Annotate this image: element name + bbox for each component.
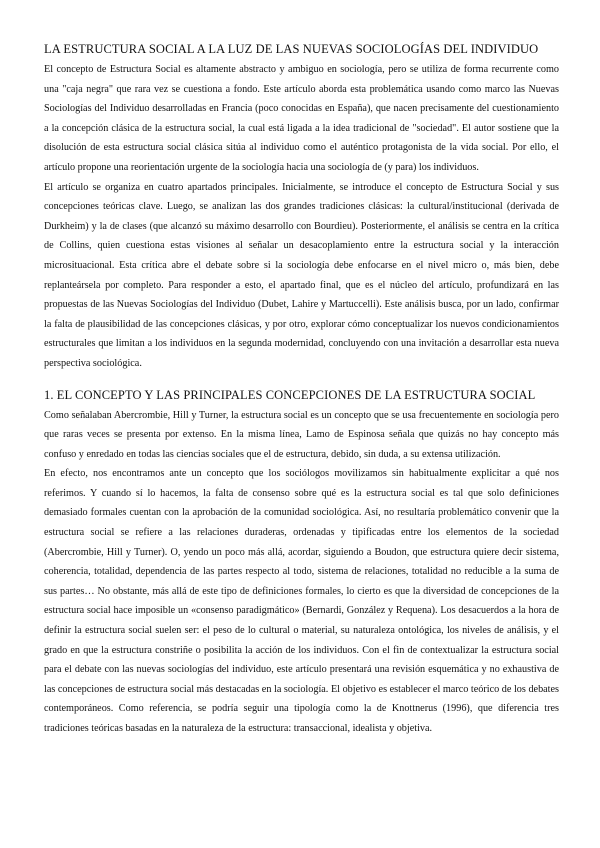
intro-paragraph-2: El artículo se organiza en cuatro apartados principales. Inicialmente, se introduce el concepto de Estructura Social y sus concepciones teóricas clave. Luego, se analizan las dos grandes tradiciones clásicas: la cultural/institucional (derivada de Durkheim) y la de clases (que alcanzó su máximo desarrollo con Bourdieu). Posteriormente, el análisis se centra en la crítica de Collins, quien cuestiona estas visiones al señalar un desacoplamiento entre la estructura social y la interacción microsituacional. Esta crítica abre el debate sobre si la sociología debe enfocarse en el nivel micro o, más bien, debe replanteársela por completo. Para responder a esto, el apartado final, que es el núcleo del artículo, profundizará en las propuestas de las Nuevas Sociologías del Individuo (Dubet, Lahire y Martuccelli). Este análisis busca, por un lado, confirmar la falta de plausibilidad de las concepciones clásicas, y por otro, explorar cómo conceptualizar los nuevos condicionamientos estructurales que limitan a los individuos en la segunda modernidad, concluyendo con una invitación a desarrollar esta nueva perspectiva sociológica.: [44, 181, 559, 369]
document-title: LA ESTRUCTURA SOCIAL A LA LUZ DE LAS NUEVAS SOCIOLOGÍAS DEL INDIVIDUO: [44, 42, 539, 56]
intro-paragraph-1: El concepto de Estructura Social es altamente abstracto y ambiguo en sociología, pero se utiliza de forma recurrente como una "caja negra" que rara vez se cuestiona a fondo. Este artículo aborda esta problemática usando como marco las Nuevas Sociologías del Individuo desarrolladas en Francia (poco conocidas en España), que nacen precisamente del cuestionamiento a la concepción clásica de la estructura social, la cual está ligada a la idea tradicional de "sociedad". El autor sostiene que la disolución de esta estructura social clásica sitúa al individuo como el auténtico protagonista de la vida social. Por ello, el artículo propone una reorientación urgente de la sociología hacia una sociología de (y para) los individuos.: [44, 64, 559, 173]
section-1-paragraph-2: En efecto, nos encontramos ante un concepto que los sociólogos movilizamos sin habitualmente explicitar a qué nos referimos. Y cuando sí lo hacemos, la falta de consenso sobre qué es la estructura social es tal que solo definiciones demasiado formales cuentan con la aprobación de la comunidad sociológica. Así, no resultaría problemático convenir que la estructura social se refiere a las relaciones duraderas, ordenadas y tipificadas entre los elementos de la sociedad (Abercrombie, Hill y Turner). O, yendo un poco más allá, acordar, siguiendo a Boudon, que estructura quiere decir sistema, coherencia, totalidad, dependencia de las partes respecto al todo, sistema de relaciones, totalidad no reducible a la suma de sus partes… No obstante, más allá de este tipo de definiciones formales, lo cierto es que la diversidad de concepciones de la estructura social hace imposible un «consenso paradigmático» (Bernardi, González y Requena). Los desacuerdos a la hora de definir la estructura social suelen ser: el peso de lo cultural o material, su naturaleza ontológica, los niveles de análisis, y el grado en que la estructura constriñe o posibilita la acción de los individuos. Con el fin de contextualizar la estructura social para el debate con las nuevas sociologías del individuo, este artículo presentará una revisión esquemática y no exhaustiva de las concepciones de estructura social más destacadas en la sociología. El objetivo es establecer el marco teórico de los debates contemporáneos. Como referencia, se podría seguir una tipología como la de Knottnerus (1996), que diferencia tres tradiciones teóricas basadas en la naturaleza de la estructura: transaccional, idealista y objetiva.: [44, 468, 559, 734]
section-1-heading: 1. EL CONCEPTO Y LAS PRINCIPALES CONCEPCIONES DE LA ESTRUCTURA SOCIAL: [44, 387, 536, 402]
section-1-paragraph-1: Como señalaban Abercrombie, Hill y Turner, la estructura social es un concepto que se usa frecuentemente en sociología pero que raras veces se presenta por extenso. En la misma línea, Lamo de Espinosa señala que quizás no hay concepto más confuso y enredado en todas las ciencias sociales que el de estructura, debido, sin duda, a su extensa utilización.: [44, 409, 559, 460]
